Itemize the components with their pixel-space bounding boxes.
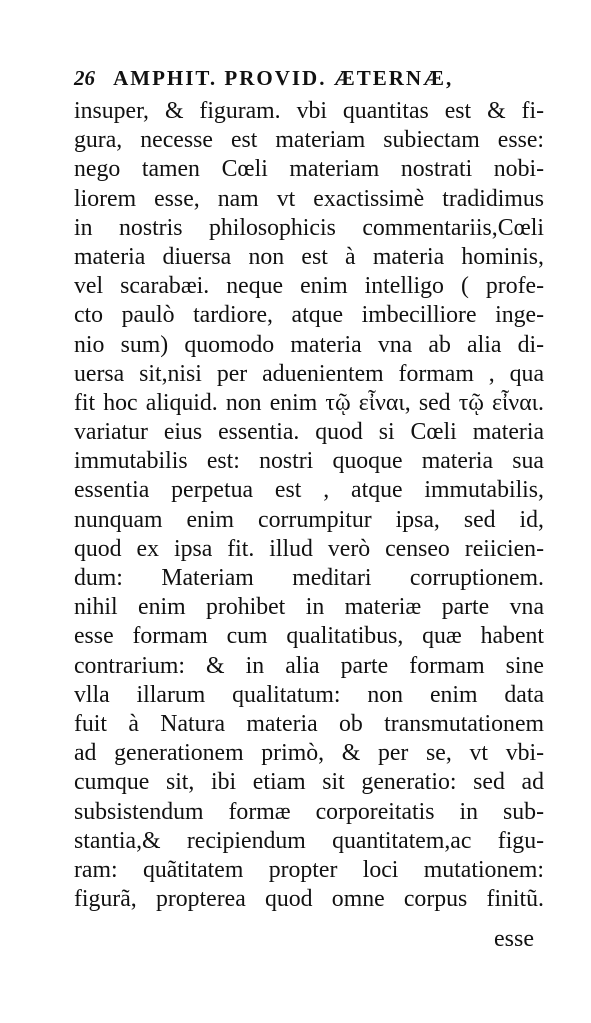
text-line: liorem esse, nam vt exactissimè tradidimus [74,185,544,212]
page-number: 26 [74,66,95,90]
text-line: fuit à Natura materia ob transmutationem [74,710,544,737]
text-line: insuper, & figuram. vbi quantitas est & fi- [74,98,544,124]
text-line: nego tamen Cœli materiam nostrati nobi- [74,156,544,183]
text-line: ram: quãtitatem propter loci mutationem: [74,856,544,883]
text-line: dum: Materiam meditari corruptionem. [74,565,544,591]
body-text [74,97,544,914]
text-line: in nostris philosophicis commentariis,Cœli [74,214,544,241]
text-line: figurã, propterea quod omne corpus finitũ. [74,886,544,913]
text-line: essentia perpetua est , atque immutabilis, [74,477,544,504]
text-line: quod ex ipsa fit. illud verò censeo reiicien- [74,535,544,562]
text-line: immutabilis est: nostri quoque materia sua [74,448,544,475]
text-line: subsistendum formæ corporeitatis in sub- [74,798,544,825]
running-title: AMPHIT. PROVID. ÆTERNÆ, [113,66,454,90]
text-line: uersa sit,nisi per aduenientem formam , qua [74,360,544,387]
text-line: ad generationem primò, & per se, vt vbi- [74,740,544,767]
text-line: nihil enim prohibet in materiæ parte vna [74,594,544,621]
text-line: cumque sit, ibi etiam sit generatio: sed ad [74,769,544,796]
text-line: esse formam cum qualitatibus, quæ habent [74,623,544,650]
catchword: esse [494,926,534,952]
text-line: cto paulò tardiore, atque imbecilliore inge- [74,302,544,329]
text-line: vel scarabæi. neque enim intelligo ( profe- [74,273,544,300]
text-line: vlla illarum qualitatum: non enim data [74,681,544,708]
text-line: stantia,& recipiendum quantitatem,ac figu- [74,827,544,854]
text-line: nunquam enim corrumpitur ipsa, sed id, [74,506,544,533]
text-line: materia diuersa non est à materia hominis, [74,243,544,270]
text-line: variatur eius essentia. quod si Cœli materia [74,419,544,446]
running-header [74,66,534,91]
text-line: nio sum) quomodo materia vna ab alia di- [74,331,544,358]
text-line: gura, necesse est materiam subiectam esse: [74,127,544,154]
text-line: fit hoc aliquid. non enim τῷ εἶναι, sed τῷ εἶναι. [74,389,544,416]
text-line: contrarium: & in alia parte formam sine [74,652,544,679]
